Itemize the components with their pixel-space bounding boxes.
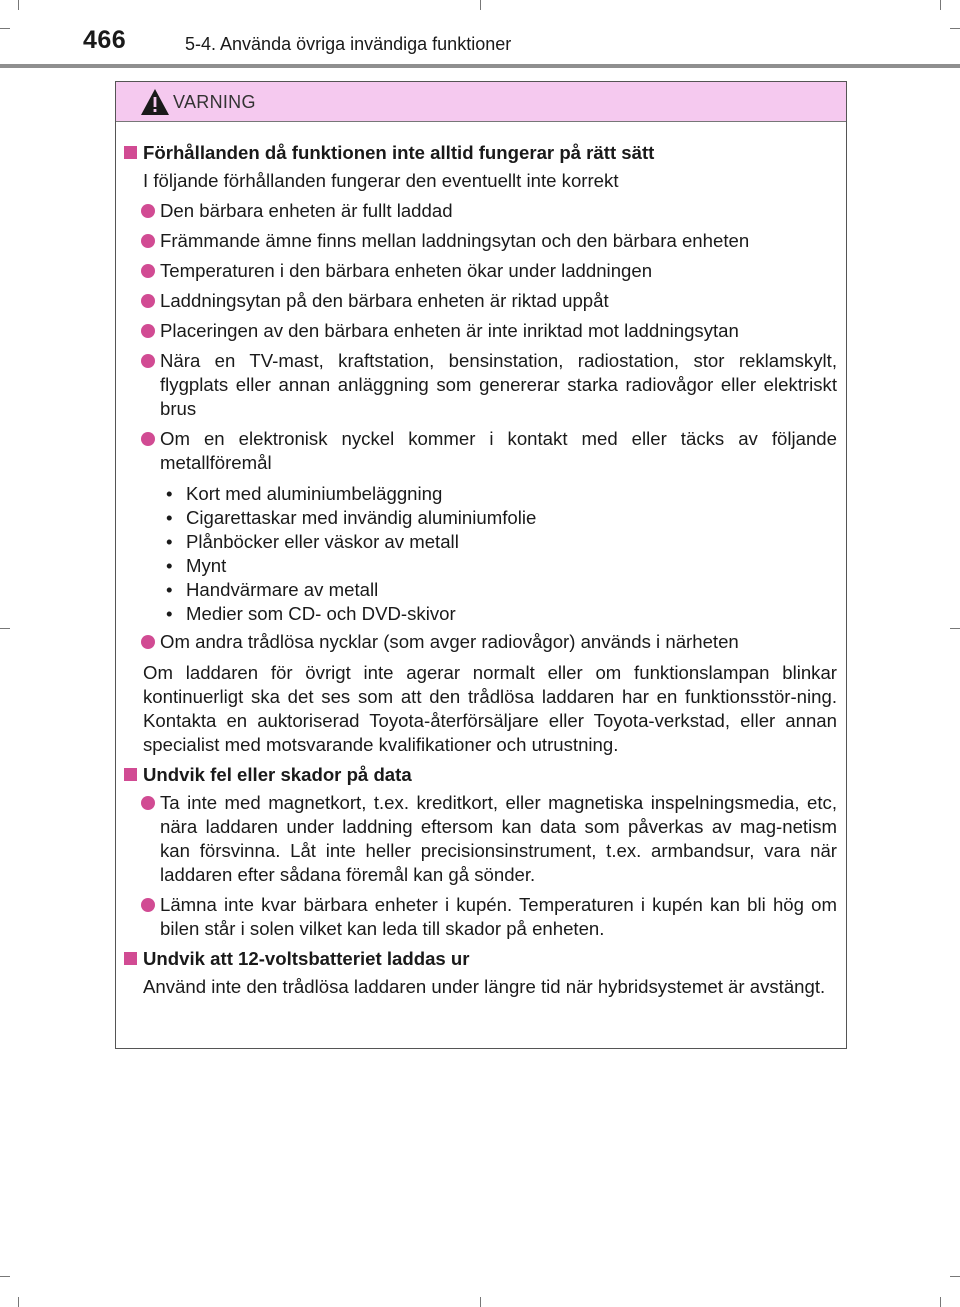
- section-heading: Undvik fel eller skador på data: [124, 763, 837, 787]
- circle-bullet-icon: [141, 264, 155, 278]
- crop-mark: [18, 1297, 19, 1307]
- warning-label: VARNING: [173, 92, 256, 112]
- sub-list-item: • Handvärmare av metall: [166, 579, 379, 600]
- metal-objects-list: [124, 482, 837, 626]
- crop-mark: [950, 628, 960, 629]
- crop-mark: [480, 1297, 481, 1307]
- warning-triangle-icon: [140, 88, 170, 116]
- circle-bullet-icon: [141, 324, 155, 338]
- circle-bullet-icon: [141, 354, 155, 368]
- section-closing: Om laddaren för övrigt inte agerar normalt eller om funktionslampan blinkar kontinuerligt ska det ses som att den trådlösa laddaren har en funktionsstör-ning. Kontakta en auktoriserad Toyota-återförsäljare eller Toyota-verkstad, eller annan specialist med motsvarande kvalifikationer och utrustning.: [143, 662, 837, 755]
- crop-mark: [0, 628, 10, 629]
- list-item: Laddningsytan på den bärbara enheten är riktad uppåt: [124, 289, 837, 313]
- sub-list-item: • Medier som CD- och DVD-skivor: [166, 603, 456, 624]
- circle-bullet-icon: [141, 432, 155, 446]
- warning-body: [116, 123, 846, 999]
- header-rule: [0, 64, 960, 68]
- circle-bullet-icon: [141, 796, 155, 810]
- section-heading: Förhållanden då funktionen inte alltid fungerar på rätt sätt: [124, 141, 837, 165]
- circle-bullet-icon: [141, 635, 155, 649]
- circle-bullet-icon: [141, 294, 155, 308]
- page-number: 466: [83, 26, 127, 54]
- list-item: Temperaturen i den bärbara enheten ökar under laddningen: [124, 259, 837, 283]
- sub-list-item: • Mynt: [166, 555, 227, 576]
- circle-bullet-icon: [141, 898, 155, 912]
- square-bullet-icon: [124, 952, 137, 965]
- sub-list-item: • Cigarettaskar med invändig aluminiumfolie: [166, 507, 537, 528]
- page-header: [0, 0, 960, 70]
- section-text: Använd inte den trådlösa laddaren under längre tid när hybridsystemet är avstängt.: [143, 976, 826, 997]
- circle-bullet-icon: [141, 204, 155, 218]
- list-item: Ta inte med magnetkort, t.ex. kreditkort, eller magnetiska inspelningsmedia, etc, nära laddaren under laddning eftersom kan data som påverkas av mag-netism kan försvinna. Låt inte heller precisionsinstrument, t.ex. armbandsur, vara när laddaren efter sådana föremål kan gå sönder.: [124, 791, 837, 887]
- list-item: Om en elektronisk nyckel kommer i kontakt med eller täcks av följande metallföremål: [124, 427, 837, 475]
- warning-header: [116, 82, 846, 122]
- section-intro: I följande förhållanden fungerar den eventuellt inte korrekt: [143, 170, 619, 191]
- list-item: Placeringen av den bärbara enheten är inte inriktad mot laddningsytan: [124, 319, 837, 343]
- crop-mark: [950, 1276, 960, 1277]
- crop-mark: [0, 1276, 10, 1277]
- sub-list-item: • Plånböcker eller väskor av metall: [166, 531, 459, 552]
- list-item: Främmande ämne finns mellan laddningsytan och den bärbara enheten: [124, 229, 837, 253]
- crop-mark: [940, 1297, 941, 1307]
- list-item: Den bärbara enheten är fullt laddad: [124, 199, 837, 223]
- square-bullet-icon: [124, 768, 137, 781]
- square-bullet-icon: [124, 146, 137, 159]
- warning-box: [115, 81, 847, 1049]
- section-heading: Undvik att 12-voltsbatteriet laddas ur: [124, 947, 837, 971]
- list-item: Nära en TV-mast, kraftstation, bensinstation, radiostation, stor reklamskylt, flygplats eller annan anläggning som genererar starka radiovågor eller elektriskt brus: [124, 349, 837, 421]
- list-item: Lämna inte kvar bärbara enheter i kupén. Temperaturen i kupén kan bli hög om bilen står i solen vilket kan leda till skador på enheten.: [124, 893, 837, 941]
- circle-bullet-icon: [141, 234, 155, 248]
- section-title: 5-4. Använda övriga invändiga funktioner: [185, 34, 512, 54]
- list-item: Om andra trådlösa nycklar (som avger radiovågor) används i närheten: [124, 630, 837, 654]
- sub-list-item: • Kort med aluminiumbeläggning: [166, 483, 443, 504]
